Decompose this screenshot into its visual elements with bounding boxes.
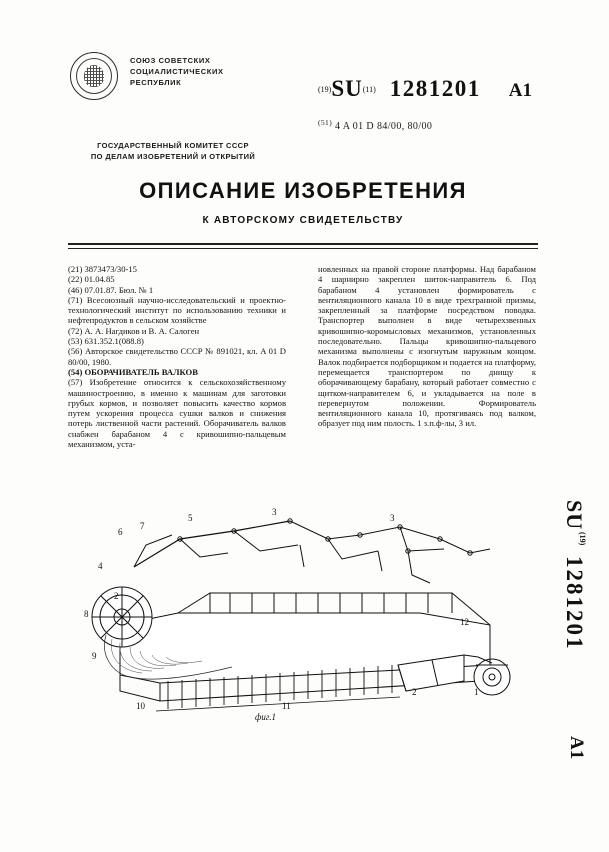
ipc-classification — [318, 118, 432, 132]
side-publication-code — [553, 500, 593, 790]
callout-6: 6 — [118, 527, 123, 537]
country-name: СОЮЗ СОВЕТСКИХ СОЦИАЛИСТИЧЕСКИХ РЕСПУБЛИК — [130, 56, 224, 87]
callout-10: 10 — [136, 701, 145, 711]
callout-3-left: 3 — [272, 507, 277, 517]
callout-7: 7 — [140, 521, 145, 531]
ussr-state-emblem-icon — [70, 52, 118, 100]
page-subtitle: К АВТОРСКОМУ СВИДЕТЕЛЬСТВУ — [202, 215, 404, 226]
callout-4: 4 — [98, 561, 103, 571]
inid-19: (19) — [318, 85, 332, 94]
biblio-line-21: (21) 3873473/30-15 — [68, 264, 137, 274]
country-code: SU — [331, 76, 363, 101]
callout-5: 5 — [188, 513, 193, 523]
side-kind-code: A1 — [566, 736, 587, 760]
biblio-line-56: (56) Авторское свидетельство СССР № 891021, кл. A 01 D 80/00, 1980. — [68, 346, 286, 367]
callout-9: 9 — [92, 651, 97, 661]
abstract-left: (57) Изобретение относится к сельскохозяйственному машиностроению, в именно к машинам для заготовки грубых кормов, и позволяет повысить качество кормов путем ускорения процесса сушки валков и снижения потерь лиственной части растений. Оборачиватель валков снабжен барабаном 4 с кривошипно-пальцевым механизмом, уста- — [68, 377, 286, 450]
publication-number: 1281201 — [389, 76, 481, 101]
biblio-line-46: (46) 07.01.87. Бюл. № 1 — [68, 284, 154, 295]
publication-code — [318, 76, 532, 102]
bibliography-column — [68, 264, 286, 449]
biblio-line-22: (22) 01.04.85 — [68, 274, 115, 285]
biblio-line-54: (54) ОБОРАЧИВАТЕЛЬ ВАЛКОВ — [68, 366, 198, 377]
side-publication-number: 1281201 — [562, 556, 587, 651]
figure-caption: фиг.1 — [255, 712, 277, 722]
biblio-line-72: (72) А. А. Нагдиков и В. А. Салоген — [68, 325, 200, 336]
inid-11: (11) — [362, 85, 376, 94]
side-inid-19: (19) — [578, 532, 587, 546]
biblio-line-71: (71) Всесоюзный научно-исследовательский и проектно-технологический институт по использованию техники и нефтепродуктов в сельском хозяйстве — [68, 294, 286, 326]
side-country-code: SU — [562, 500, 587, 531]
callout-3-right: 3 — [390, 513, 395, 523]
callout-2-left: 2 — [114, 591, 119, 601]
callout-1: 1 — [474, 687, 479, 697]
ipc-text: 4 A 01 D 84/00, 80/00 — [335, 121, 433, 132]
figure-1 — [60, 505, 530, 745]
callout-11: 11 — [282, 701, 291, 711]
page-title: ОПИСАНИЕ ИЗОБРЕТЕНИЯ — [139, 178, 467, 203]
issuing-authority: ГОСУДАРСТВЕННЫЙ КОМИТЕТ СССР ПО ДЕЛАМ ИЗОБРЕТЕНИЙ И ОТКРЫТИЙ — [90, 141, 256, 161]
header-divider — [68, 243, 538, 249]
inid-51: (51) — [318, 118, 333, 127]
biblio-line-53: (53) 631.352.1(088.8) — [68, 336, 144, 347]
kind-code: A1 — [508, 80, 532, 101]
callout-2-right: 2 — [412, 687, 417, 697]
abstract-column — [318, 264, 536, 429]
callout-8: 8 — [84, 609, 89, 619]
abstract-right: новленных на правой стороне платформы. Над барабаном 4 шарнирно закреплен шиток-направитель 6. Под барабаном 4 установлен формирователь с вентиляционного канала 10 в виде трехгранной призмы, закрепленный за платформе посредством поводка. Транспортер выполнен в виде четырехзвенных кривошипно-коромысловых механизмов, установленных последовательно. Пальцы кривошипно-пальцевого механизма выполнены с изогнутым наружным концом. Валок подбирается подборщиком и подается на платформу, перемещается транспортером по днищу к оборачивающему барабану, который работает совместно с щитком-направителем 6, и укладывается на поле в перевернутом положении. Формирователь вентиляционного канала 10, протягиваясь под валком, образует под ним полость. 1 з.п.ф-лы, 3 ил. — [318, 264, 536, 429]
callout-12: 12 — [460, 617, 469, 627]
